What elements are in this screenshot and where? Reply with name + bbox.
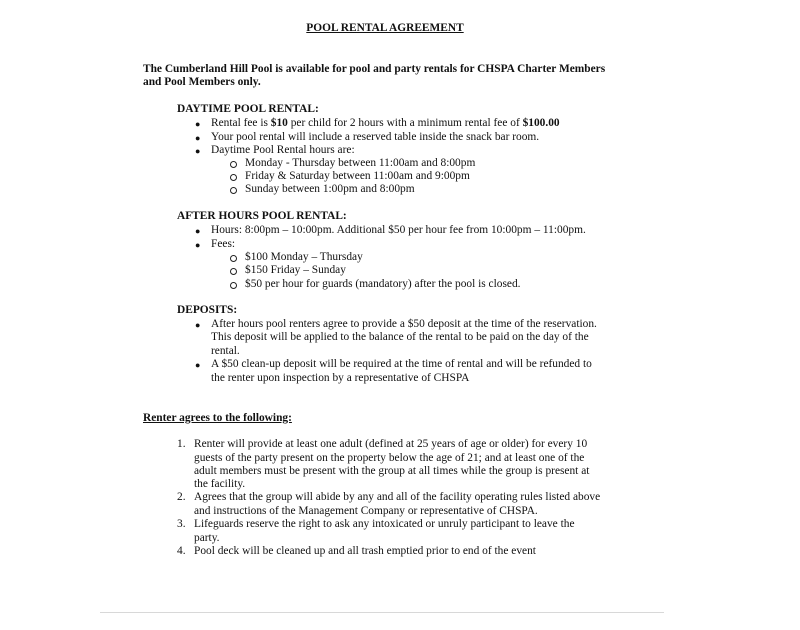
bullet-icon: ● xyxy=(195,133,201,143)
intro-line-1: The Cumberland Hill Pool is available for pool and party rentals for CHSPA Charter Members xyxy=(143,63,606,75)
circle-bullet-icon xyxy=(230,161,237,168)
deposit-item-1-line: This deposit will be applied to the balance of the rental to be paid on the day of the xyxy=(211,331,589,343)
deposit-item-1-line: After hours pool renters agree to provide a $50 deposit at the time of the reservation. xyxy=(211,318,597,330)
bullet-icon: ● xyxy=(195,360,201,370)
daytime-heading: DAYTIME POOL RENTAL: xyxy=(177,103,319,115)
bullet-icon: ● xyxy=(195,320,201,330)
renter-item-1-line: guests of the party present on the property below the age of 21; and at least one of the xyxy=(194,452,585,464)
daytime-hours-item: Monday - Thursday between 11:00am and 8:00pm xyxy=(245,157,476,169)
list-number: 4. xyxy=(177,545,186,557)
circle-bullet-icon xyxy=(230,255,237,262)
renter-item-4-line: Pool deck will be cleaned up and all trash emptied prior to end of the event xyxy=(194,545,536,557)
bullet-icon: ● xyxy=(195,226,201,236)
intro-line-2: and Pool Members only. xyxy=(143,76,261,88)
renter-item-2-line: Agrees that the group will abide by any and all of the facility operating rules listed above xyxy=(194,491,601,503)
renter-heading: Renter agrees to the following: xyxy=(143,412,292,424)
daytime-hours-item: Friday & Saturday between 11:00am and 9:00pm xyxy=(245,170,470,182)
list-number: 3. xyxy=(177,518,186,530)
deposit-item-1-line: rental. xyxy=(211,345,240,357)
after-hours-heading: AFTER HOURS POOL RENTAL: xyxy=(177,210,347,222)
list-number: 2. xyxy=(177,491,186,503)
renter-item-3-line: party. xyxy=(194,532,220,544)
renter-item-1-line: adult members must be present with the group at all times while the group is present at xyxy=(194,465,590,477)
list-number: 1. xyxy=(177,438,186,450)
renter-item-1-line: Renter will provide at least one adult (defined at 25 years of age or older) for every 10 xyxy=(194,438,588,450)
deposits-heading: DEPOSITS: xyxy=(177,304,238,316)
after-hours-fee-item: $50 per hour for guards (mandatory) after the pool is closed. xyxy=(245,278,521,290)
circle-bullet-icon xyxy=(230,187,237,194)
document-title: POOL RENTAL AGREEMENT xyxy=(306,22,464,34)
daytime-hours-label: Daytime Pool Rental hours are: xyxy=(211,144,355,156)
circle-bullet-icon xyxy=(230,174,237,181)
renter-item-1-line: the facility. xyxy=(194,478,246,490)
bullet-icon: ● xyxy=(195,119,201,129)
circle-bullet-icon xyxy=(230,282,237,289)
after-hours-hours: Hours: 8:00pm – 10:00pm. Additional $50 per hour fee from 10:00pm – 11:00pm. xyxy=(211,224,586,236)
page-divider xyxy=(100,612,664,613)
daytime-fee: Rental fee is $10 per child for 2 hours with a minimum rental fee of $100.00 xyxy=(211,117,560,129)
bullet-icon: ● xyxy=(195,240,201,250)
daytime-hours-item: Sunday between 1:00pm and 8:00pm xyxy=(245,183,415,195)
deposit-item-2-line: the renter upon inspection by a representative of CHSPA xyxy=(211,372,470,384)
renter-item-2-line: and instructions of the Management Company or representative of CHSPA. xyxy=(194,505,538,517)
after-hours-fee-item: $150 Friday – Sunday xyxy=(245,264,346,276)
bullet-icon: ● xyxy=(195,146,201,156)
after-hours-fee-item: $100 Monday – Thursday xyxy=(245,251,363,263)
daytime-table: Your pool rental will include a reserved table inside the snack bar room. xyxy=(211,131,540,143)
circle-bullet-icon xyxy=(230,268,237,275)
deposit-item-2-line: A $50 clean-up deposit will be required at the time of rental and will be refunded to xyxy=(211,358,592,370)
after-hours-fees-label: Fees: xyxy=(211,238,236,250)
renter-item-3-line: Lifeguards reserve the right to ask any intoxicated or unruly participant to leave the xyxy=(194,518,575,530)
